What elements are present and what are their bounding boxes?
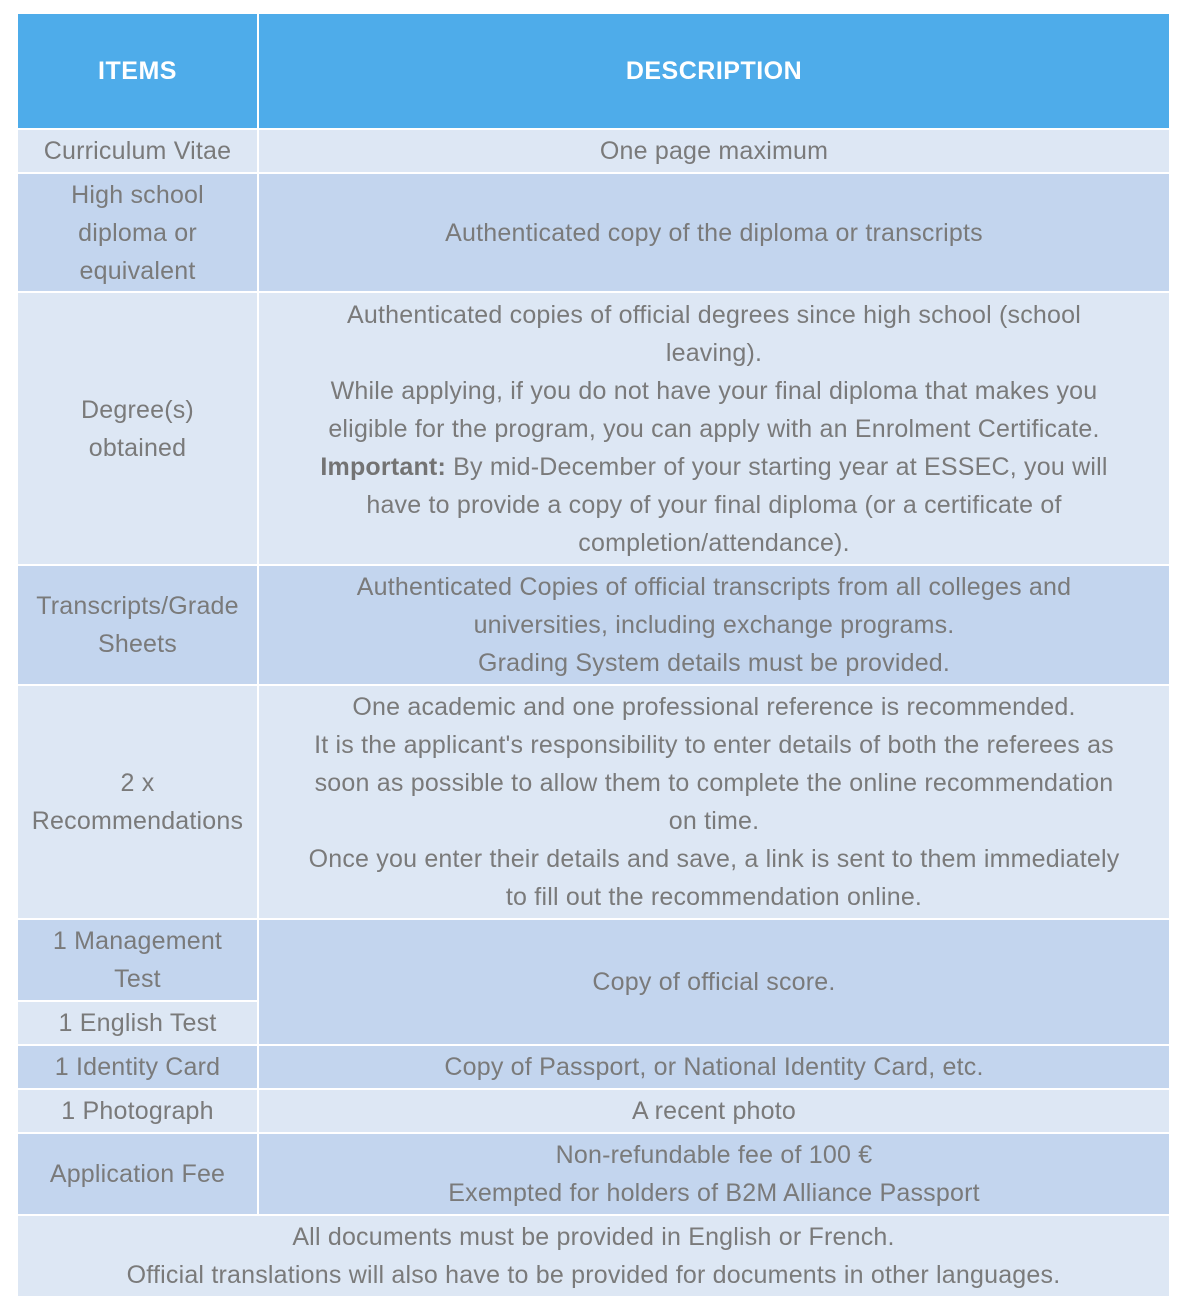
table-row-fee [17, 1133, 1170, 1215]
item-line: 1 Management [52, 927, 223, 955]
table-row-transcripts [17, 565, 1170, 685]
table-row-cv [17, 129, 1170, 173]
desc-line: Authenticated Copies of official transcripts from all colleges and [356, 573, 1072, 601]
desc-line: universities, including exchange programs. [473, 611, 955, 639]
desc-line: Once you enter their details and save, a link is sent to them immediately [308, 845, 1120, 873]
desc-line: to fill out the recommendation online. [505, 883, 923, 911]
item-cell [17, 919, 258, 1001]
desc-line: Grading System details must be provided. [477, 649, 951, 677]
desc-line: One academic and one professional reference is recommended. [352, 693, 1076, 721]
item-line: Test [114, 965, 161, 993]
requirements-table-wrapper [16, 12, 1169, 1298]
desc-line: Non-refundable fee of 100 € [555, 1141, 873, 1169]
description-cell [258, 565, 1170, 685]
item-line: Recommendations [31, 807, 244, 835]
table-row-degrees [17, 292, 1170, 565]
desc-line: It is the applicant's responsibility to enter details of both the referees as [314, 731, 1114, 759]
item-line: obtained [88, 433, 187, 462]
item-cell: 1 Photograph [17, 1089, 258, 1133]
description-cell [258, 1133, 1170, 1215]
description-cell [258, 685, 1170, 919]
item-cell: 1 English Test [17, 1001, 258, 1045]
item-line: 2 x [120, 769, 155, 797]
important-line [263, 448, 1165, 486]
desc-line: completion/attendance). [578, 528, 850, 557]
table-row-footer-note [17, 1215, 1170, 1297]
item-cell [17, 565, 258, 685]
desc-line: leaving). [665, 338, 763, 367]
description-cell: One page maximum [258, 129, 1170, 173]
item-cell [17, 292, 258, 565]
description-cell: Copy of Passport, or National Identity Card, etc. [258, 1045, 1170, 1089]
description-cell: Authenticated copy of the diploma or transcripts [258, 173, 1170, 292]
header-items: ITEMS [17, 13, 258, 129]
table-header-row [17, 13, 1170, 129]
desc-line: soon as possible to allow them to complete the online recommendation [314, 769, 1114, 797]
item-line: Sheets [97, 630, 178, 658]
item-line: diploma or [78, 218, 197, 247]
footer-note-cell [17, 1215, 1170, 1297]
table-row-photo [17, 1089, 1170, 1133]
description-cell [258, 292, 1170, 565]
desc-line: have to provide a copy of your final diploma (or a certificate of [366, 490, 1062, 519]
table-row-identity [17, 1045, 1170, 1089]
table-row-management-test [17, 919, 1170, 1001]
item-line: Degree(s) [81, 395, 194, 424]
description-cell: A recent photo [258, 1089, 1170, 1133]
item-cell [17, 685, 258, 919]
application-requirements-table [16, 12, 1171, 1298]
table-row-highschool [17, 173, 1170, 292]
table-row-recommendations [17, 685, 1170, 919]
footer-line: All documents must be provided in English or French. [292, 1223, 895, 1251]
footer-line: Official translations will also have to be provided for documents in other languages. [126, 1261, 1061, 1289]
desc-line: on time. [668, 807, 760, 835]
important-text: By mid-December of your starting year at ESSEC, you will [445, 452, 1108, 481]
item-cell [17, 173, 258, 292]
item-line: Transcripts/Grade [36, 592, 239, 620]
header-description: DESCRIPTION [258, 13, 1170, 129]
item-cell: Application Fee [17, 1133, 258, 1215]
desc-line: While applying, if you do not have your final diploma that makes you [330, 376, 1098, 405]
item-line: High school [71, 180, 204, 209]
item-cell: 1 Identity Card [17, 1045, 258, 1089]
desc-line: Exempted for holders of B2M Alliance Passport [448, 1179, 980, 1207]
description-cell: Copy of official score. [258, 919, 1170, 1045]
item-cell: Curriculum Vitae [17, 129, 258, 173]
item-line: equivalent [79, 256, 196, 285]
desc-line: Authenticated copies of official degrees since high school (school [346, 300, 1081, 329]
important-label: Important: [320, 452, 446, 481]
desc-line: eligible for the program, you can apply with an Enrolment Certificate. [328, 414, 1100, 443]
